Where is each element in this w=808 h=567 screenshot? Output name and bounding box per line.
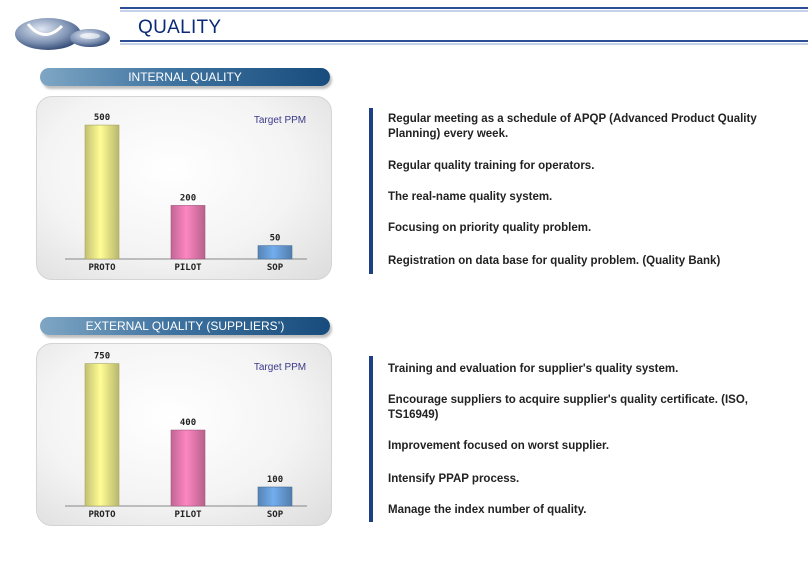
internal-value-label: 200 bbox=[179, 193, 197, 204]
header-rule bbox=[0, 0, 808, 60]
internal-chart-panel bbox=[36, 96, 332, 280]
external-quality-label: EXTERNAL QUALITY (SUPPLIERS’) bbox=[40, 317, 330, 335]
external-value-label: 750 bbox=[93, 351, 111, 362]
external-category-label: PROTO bbox=[88, 510, 116, 520]
external-divider bbox=[369, 356, 373, 522]
internal-divider bbox=[369, 108, 373, 274]
bullet-item: Intensify PPAP process. bbox=[388, 473, 520, 485]
internal-value-label: 500 bbox=[93, 113, 111, 124]
external-bar-pilot bbox=[171, 430, 205, 506]
external-category-label: PILOT bbox=[174, 510, 202, 520]
bullet-item: The real-name quality system. bbox=[388, 191, 553, 203]
internal-category-label: PILOT bbox=[174, 263, 202, 273]
internal-quality-label: INTERNAL QUALITY bbox=[40, 68, 330, 86]
bullet-item: Regular quality training for operators. bbox=[388, 160, 595, 172]
external-bar-proto bbox=[85, 364, 119, 506]
bullet-item: Manage the index number of quality. bbox=[388, 504, 587, 516]
bullet-item: Encourage suppliers to acquire supplier's quality certificate. (ISO, TS16949) bbox=[388, 394, 748, 421]
internal-bar-proto bbox=[85, 125, 119, 259]
internal-category-label: SOP bbox=[266, 263, 284, 273]
internal-value-label: 50 bbox=[269, 233, 281, 244]
internal-chart-title: Target PPM bbox=[253, 115, 307, 126]
internal-bar-pilot bbox=[171, 205, 205, 259]
internal-ppm-chart bbox=[37, 97, 333, 281]
external-value-label: 100 bbox=[266, 475, 284, 486]
company-logo bbox=[14, 14, 114, 52]
internal-category-label: PROTO bbox=[88, 263, 116, 273]
page-title: QUALITY bbox=[138, 17, 222, 38]
external-chart-title: Target PPM bbox=[253, 362, 307, 373]
bullet-item: Improvement focused on worst supplier. bbox=[388, 440, 610, 452]
external-category-label: SOP bbox=[266, 510, 284, 520]
external-bar-sop bbox=[258, 487, 292, 506]
internal-bar-sop bbox=[258, 246, 292, 259]
external-chart-panel bbox=[36, 343, 332, 526]
bullet-item: Registration on data base for quality problem. (Quality Bank) bbox=[388, 255, 721, 267]
external-value-label: 400 bbox=[179, 418, 197, 429]
bullet-item: Training and evaluation for supplier's quality system. bbox=[388, 363, 679, 375]
external-ppm-chart bbox=[37, 344, 333, 527]
bullet-item: Regular meeting as a schedule of APQP (Advanced Product Quality Planning) every week. bbox=[388, 113, 757, 140]
bullet-item: Focusing on priority quality problem. bbox=[388, 222, 592, 234]
